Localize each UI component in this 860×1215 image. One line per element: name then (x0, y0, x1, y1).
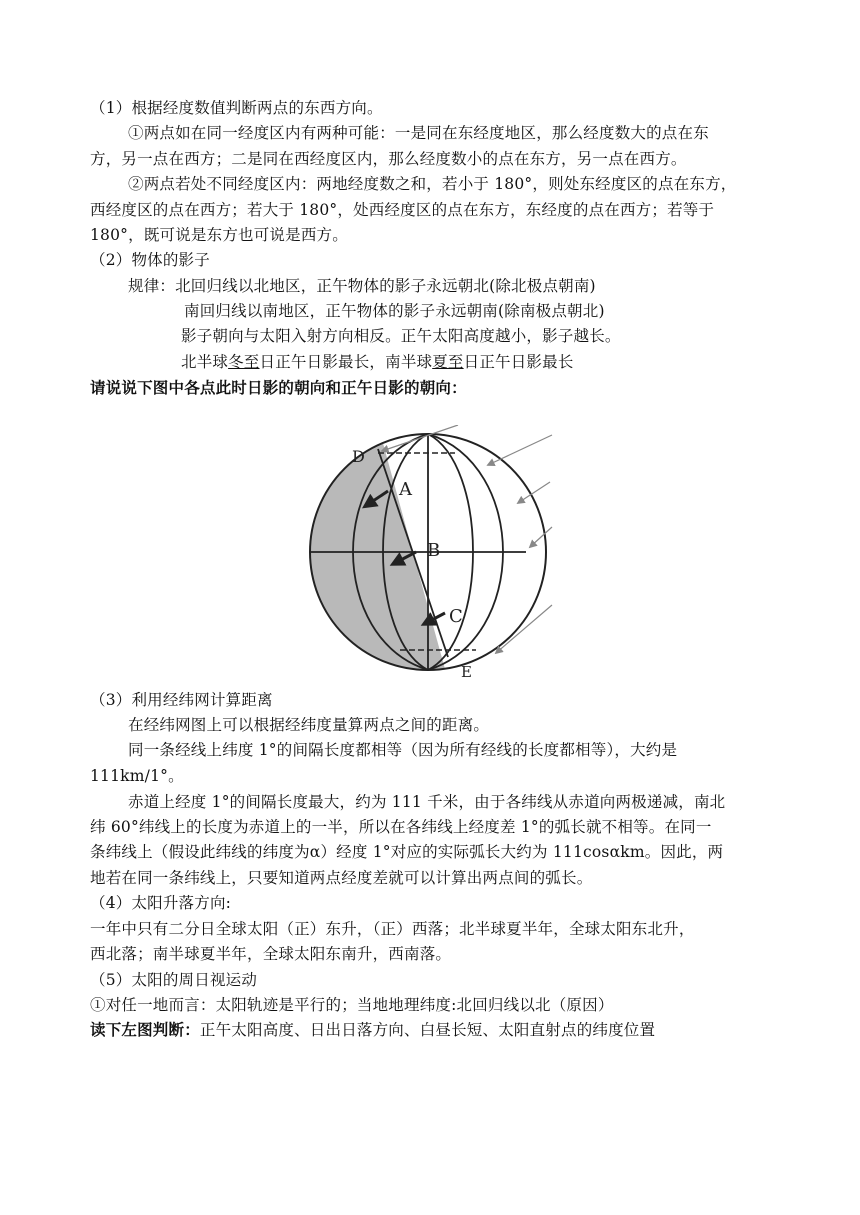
section-1-para-2-line-2: 西经度区的点在西方；若大于 180°，处西经度区的点在东方，东经度的点在西方；若等于 (90, 201, 715, 219)
section-3-para-3-line-3: 条纬线上（假设此纬线的纬度为α）经度 1°对应的实际弧长大约为 111cosαkm。因此，两 (90, 843, 724, 861)
section-4-title: （4）太阳升落方向: (90, 894, 232, 912)
rule-4-middle: 日正午日影最长，南半球 (259, 353, 433, 371)
section-2-rule-4 (181, 350, 574, 374)
underlined-summer-solstice: 夏至 (432, 353, 464, 371)
globe-diagram (300, 425, 560, 690)
section-3-para-2-line-2: 111km/1°。 (90, 767, 184, 785)
section-1-para-1-line-1: ①两点如在同一经度区内有两种可能：一是同在东经度地区，那么经度数大的点在东 (128, 124, 709, 142)
section-2-title: （2）物体的影子 (90, 251, 210, 269)
section-1-title: （1）根据经度数值判断两点的东西方向。 (90, 99, 383, 117)
label-e: E (461, 663, 472, 681)
section-4-para-line-1: 一年中只有二分日全球太阳（正）东升，（正）西落；北半球夏半年，全球太阳东北升， (90, 920, 695, 938)
section-5-title: （5）太阳的周日视运动 (90, 971, 258, 989)
section-3-para-3-line-2: 纬 60°纬线上的长度为赤道上的一半，所以在各纬线上经度差 1°的弧长就不相等。在同一 (90, 818, 712, 836)
section-2-rule-1: 规律：北回归线以北地区，正午物体的影子永远朝北(除北极点朝南) (128, 277, 596, 295)
question-heading: 请说说下图中各点此时日影的朝向和正午日影的朝向： (90, 378, 467, 397)
label-b: B (427, 540, 441, 561)
globe-shadow-figure (300, 425, 560, 690)
section-3-para-3-line-4: 地若在同一条纬线上，只要知道两点经度差就可以计算出两点间的弧长。 (90, 869, 593, 887)
section-2-rule-2: 南回归线以南地区，正午物体的影子永远朝南(除南极点朝北) (184, 302, 605, 320)
section-3-para-3-line-1: 赤道上经度 1°的间隔长度最大，约为 111 千米，由于各纬线从赤道向两极递减，南北 (128, 793, 726, 811)
section-3-para-2-line-1: 同一条经线上纬度 1°的间隔长度都相等（因为所有经线的长度都相等），大约是 (128, 741, 678, 759)
section-2-rule-3: 影子朝向与太阳入射方向相反。正午太阳高度越小，影子越长。 (181, 327, 621, 345)
section-5-para-2-rest: 正午太阳高度、日出日落方向、白昼长短、太阳直射点的纬度位置 (199, 1021, 656, 1039)
section-3-para-1: 在经纬网图上可以根据经纬度量算两点之间的距离。 (128, 716, 490, 734)
section-5-para-1: ①对任一地而言：太阳轨迹是平行的；当地地理纬度:北回归线以北（原因） (90, 996, 614, 1014)
label-d: D (352, 447, 365, 466)
section-3-title: （3）利用经纬网计算距离 (90, 691, 273, 709)
label-a: A (399, 479, 412, 500)
section-1-para-2-line-1: ②两点若处不同经度区内：两地经度数之和，若小于 180°，则处东经度区的点在东方， (128, 175, 737, 193)
rule-4-suffix: 日正午日影最长 (463, 353, 574, 371)
rule-4-prefix: 北半球 (181, 353, 229, 371)
section-1-para-1-line-2: 方，另一点在西方；二是同在西经度区内，那么经度数小的点在东方，另一点在西方。 (90, 150, 687, 168)
section-5-para-2 (90, 1018, 655, 1042)
section-4-para-line-2: 西北落；南半球夏半年，全球太阳东南升，西南落。 (90, 945, 452, 963)
label-c: C (449, 606, 463, 627)
section-5-para-2-bold: 读下左图判断： (90, 1020, 200, 1039)
underlined-winter-solstice: 冬至 (228, 353, 260, 371)
section-1-para-2-line-3: 180°，既可说是东方也可说是西方。 (90, 226, 348, 244)
